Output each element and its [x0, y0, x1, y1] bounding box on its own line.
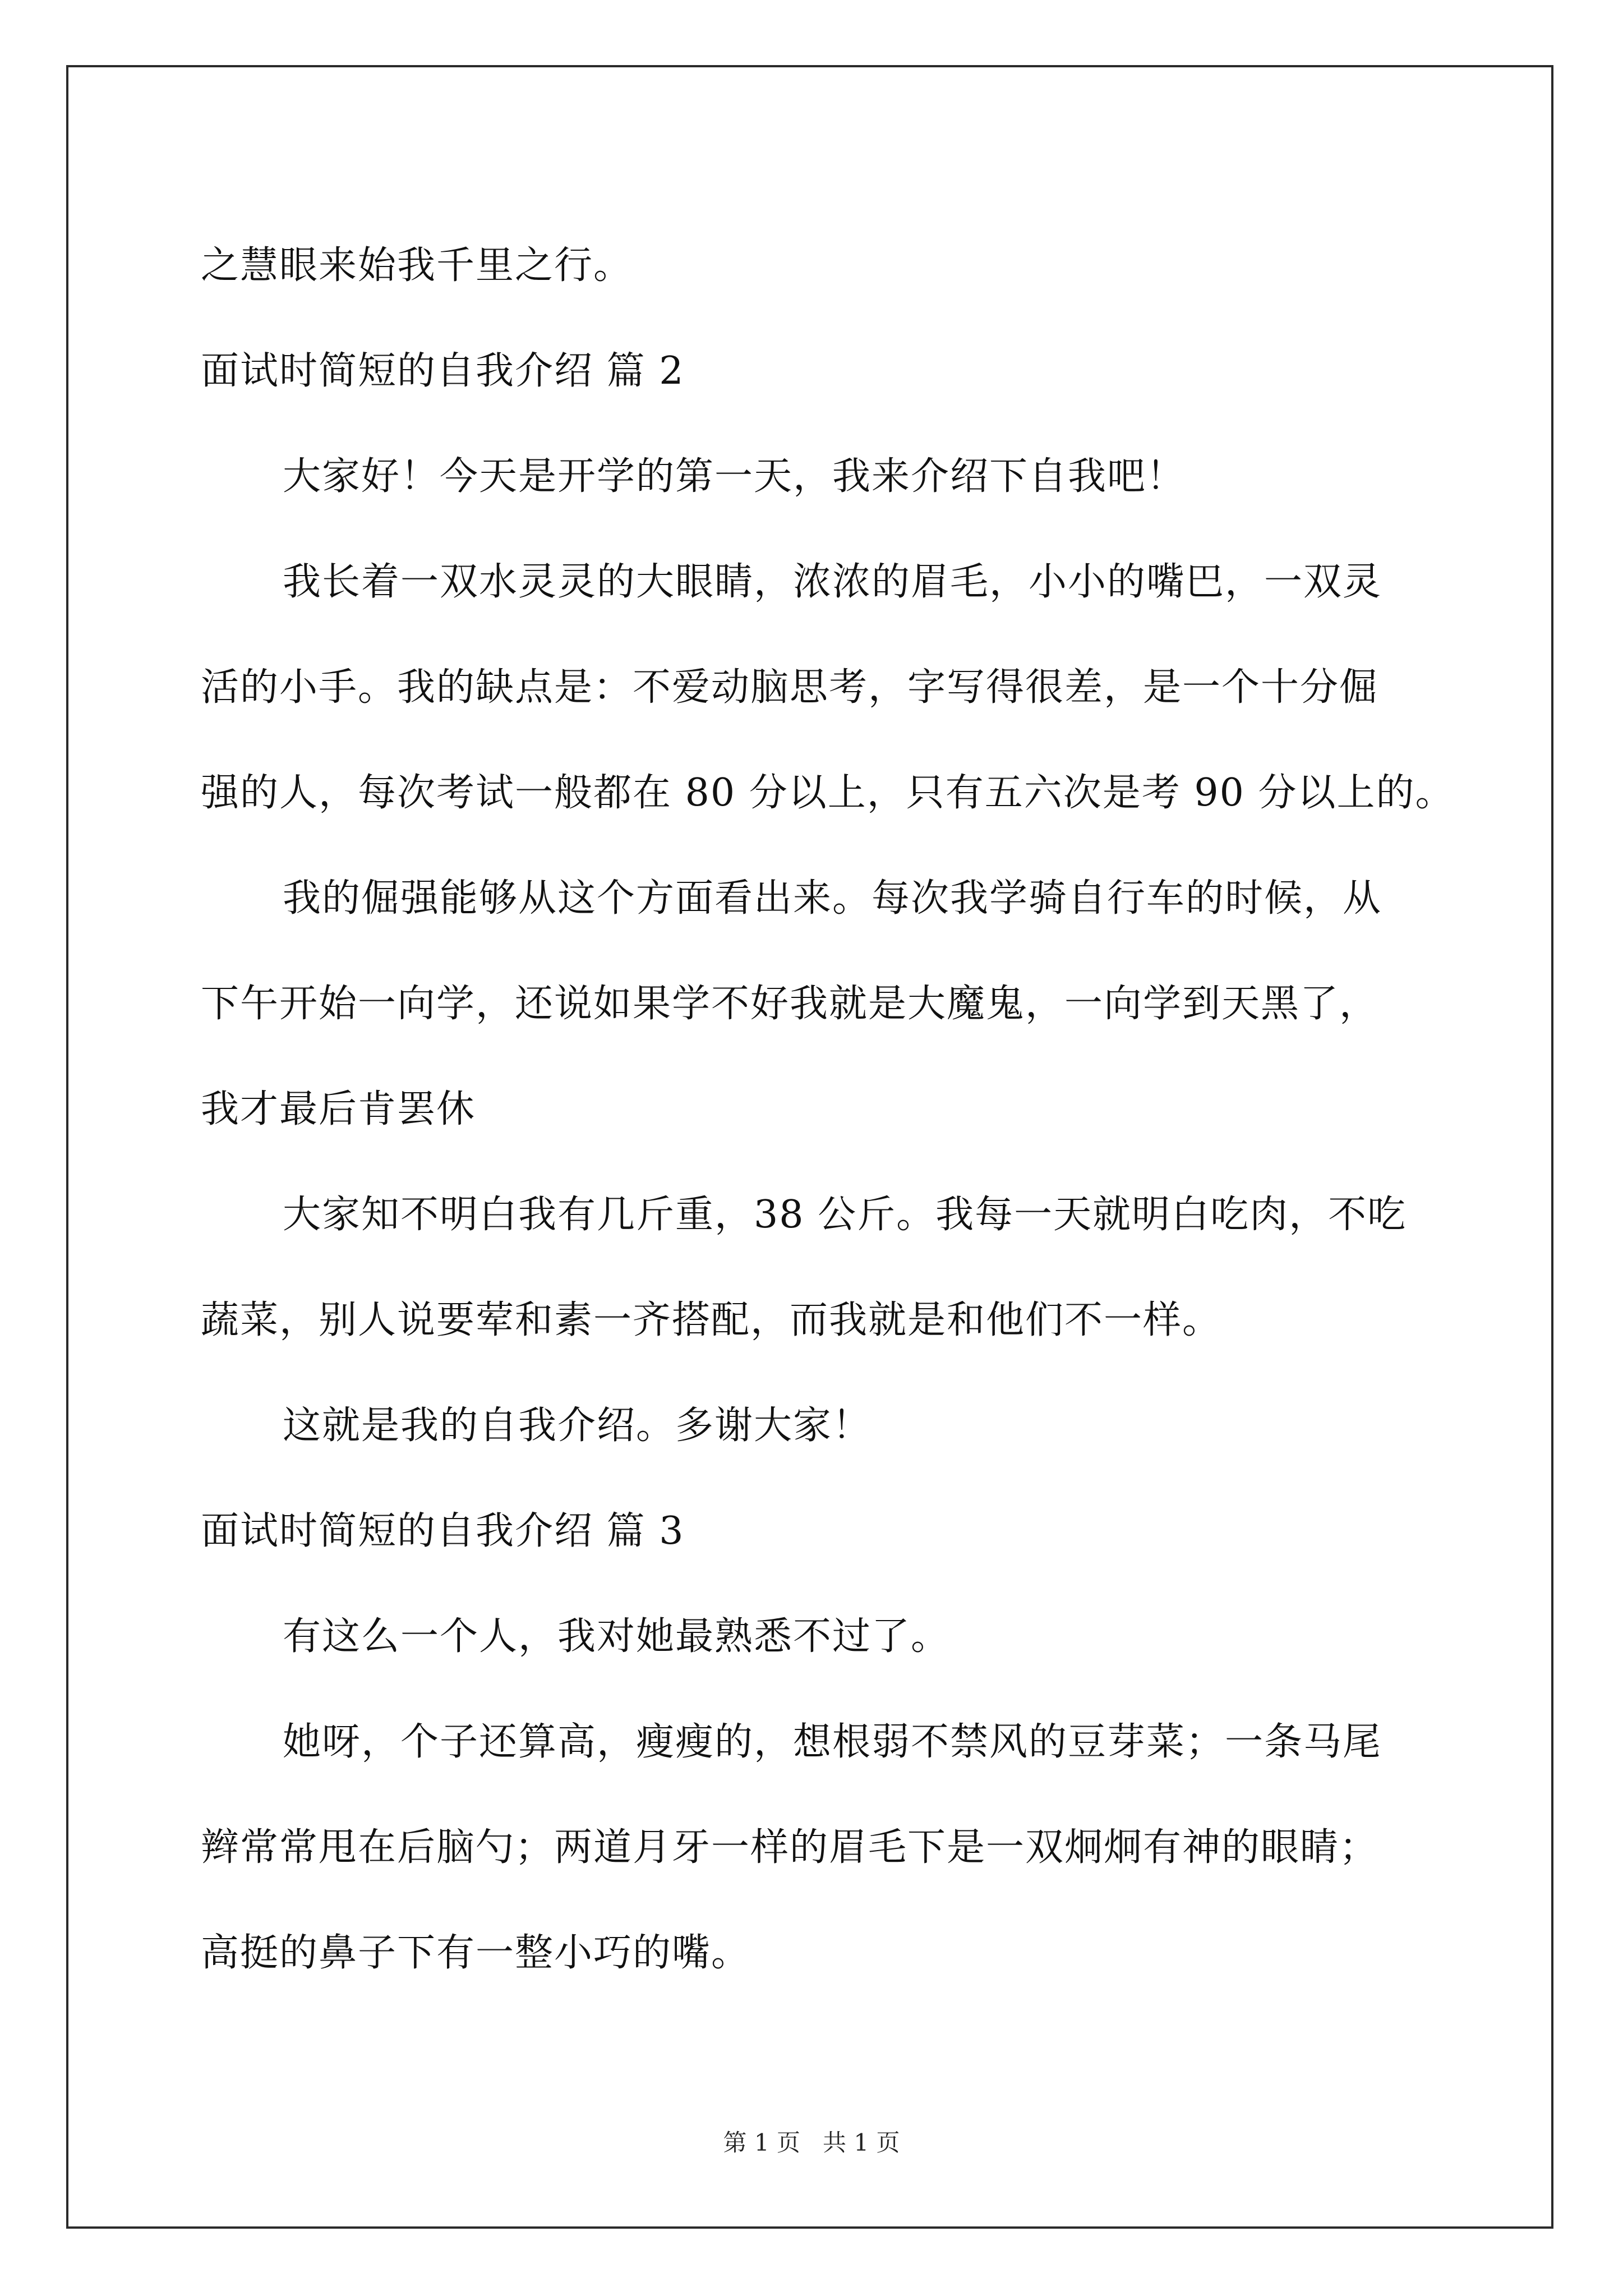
- text-line-8: 下午开始一向学，还说如果学不好我就是大魔鬼，一向学到天黑了，: [201, 982, 1379, 1026]
- text-line-1: 之慧眼来始我千里之行。: [201, 243, 633, 288]
- section-heading-2: 面试时简短的自我介绍 篇 2: [201, 349, 685, 393]
- document-body: [201, 213, 1455, 2006]
- text-line-16: 辫常常甩在后脑勺；两道月牙一样的眉毛下是一双炯炯有神的眼睛；: [201, 1825, 1379, 1870]
- text-line-6: 强的人，每次考试一般都在 80 分以上，只有五六次是考 90 分以上的。: [201, 771, 1455, 815]
- text-line-11: 蔬菜，别人说要荤和素一齐搭配，而我就是和他们不一样。: [201, 1298, 1222, 1342]
- text-line-12: 这就是我的自我介绍。多谢大家！: [283, 1404, 872, 1448]
- text-line-17: 高挺的鼻子下有一整小巧的嘴。: [201, 1931, 751, 1975]
- text-line-14: 有这么一个人，我对她最熟悉不过了。: [283, 1614, 951, 1659]
- text-line-5: 活的小手。我的缺点是：不爱动脑思考，字写得很差，是一个十分倔: [201, 665, 1379, 710]
- text-line-9: 我才最后肯罢休: [201, 1087, 476, 1131]
- text-line-3: 大家好！今天是开学的第一天，我来介绍下自我吧！: [283, 454, 1186, 499]
- section-heading-3: 面试时简短的自我介绍 篇 3: [201, 1509, 685, 1553]
- text-line-10: 大家知不明白我有几斤重，38 公斤。我每一天就明白吃肉，不吃: [283, 1193, 1407, 1237]
- text-line-4: 我长着一双水灵灵的大眼睛，浓浓的眉毛，小小的嘴巴，一双灵: [283, 560, 1382, 604]
- text-line-7: 我的倔强能够从这个方面看出来。每次我学骑自行车的时候，从: [283, 876, 1382, 921]
- text-line-15: 她呀，个子还算高，瘦瘦的，想根弱不禁风的豆芽菜；一条马尾: [283, 1720, 1382, 1764]
- page-footer: 第 1 页 共 1 页: [723, 2129, 900, 2156]
